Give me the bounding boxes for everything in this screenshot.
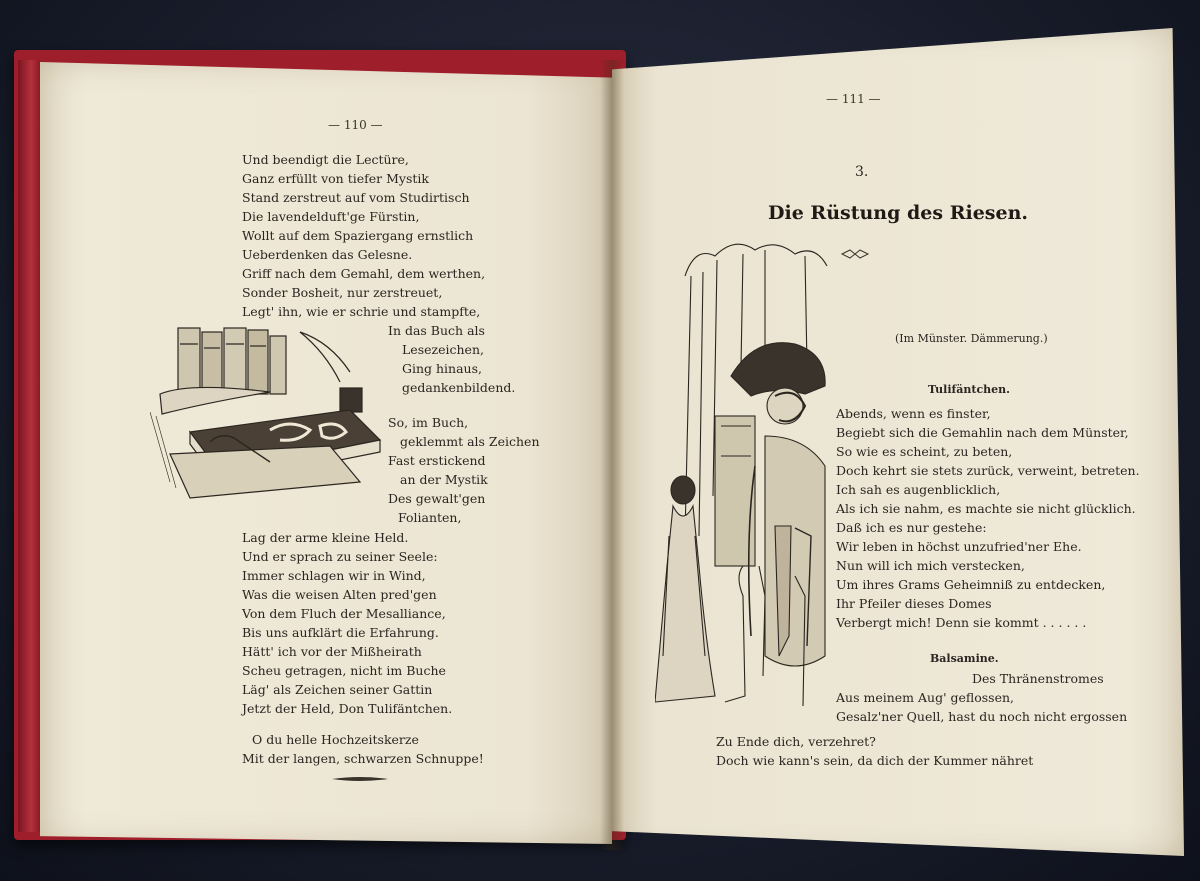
text-line: Des gewalt'gen [388,491,486,506]
text-line: Jetzt der Held, Don Tulifäntchen. [242,701,453,716]
text-line: Daß ich es nur gestehe: [836,520,987,535]
left-page-number: — 110 — [328,118,383,132]
text-line: Fast erstickend [388,453,486,468]
cover-spine-edge [18,60,40,832]
books-illustration [150,322,386,508]
end-ornament [330,775,390,783]
left-text-top [242,150,485,321]
text-line: Ihr Pfeiler dieses Domes [836,596,992,611]
text-line: Was die weisen Alten pred'gen [242,587,437,602]
stage-direction: (Im Münster. Dämmerung.) [895,332,1048,345]
text-line: Ganz erfüllt von tiefer Mystik [242,171,429,186]
text-line: Ich sah es augenblicklich, [836,482,1001,497]
left-text-side-a [386,321,515,397]
text-line: Hätt' ich vor der Mißheirath [242,644,422,659]
text-line: Wollt auf dem Spaziergang ernstlich [242,228,474,243]
text-line: Doch wie kann's sein, da dich der Kummer nähret [716,753,1034,768]
text-line: Sonder Bosheit, nur zerstreuet, [242,285,443,300]
left-text-side-b [388,413,540,527]
speaker-tulifaentchen: Tulifäntchen. [928,383,1010,396]
text-line: Läg' als Zeichen seiner Gattin [242,682,433,697]
chapter-title: Die Rüstung des Riesen. [768,202,1028,224]
speech-balsamine [836,669,1127,726]
book-gutter [600,60,624,850]
left-text-bottom [242,528,452,718]
text-line: Begiebt sich die Gemahlin nach dem Münster, [836,425,1129,440]
text-line: So wie es scheint, zu beten, [836,444,1013,459]
text-line: Wir leben in höchst unzufried'ner Ehe. [836,539,1082,554]
text-line: Verbergt mich! Denn sie kommt . . . . . . [836,615,1087,630]
text-line: Bis uns aufklärt die Erfahrung. [242,625,439,640]
text-line: Griff nach dem Gemahl, dem werthen, [242,266,486,281]
text-line: Immer schlagen wir in Wind, [242,568,426,583]
text-line: Abends, wenn es finster, [836,406,991,421]
text-line: Doch kehrt sie stets zurück, verweint, betreten. [836,463,1140,478]
speech-balsamine-continued [716,732,1033,770]
text-line: geklemmt als Zeichen [400,434,540,449]
text-line: Lesezeichen, [402,342,484,357]
text-line: Nun will ich mich verstecken, [836,558,1025,573]
text-line: Und er sprach zu seiner Seele: [242,549,438,564]
text-line: Mit der langen, schwarzen Schnuppe! [242,751,484,766]
text-line: Stand zerstreut auf vom Studirtisch [242,190,470,205]
text-line: Legt' ihn, wie er schrie und stampfte, [242,304,481,319]
text-line: Ging hinaus, [402,361,482,376]
title-ornament [840,248,870,260]
speaker-balsamine: Balsamine. [930,652,999,665]
text-line: Lag der arme kleine Held. [242,530,409,545]
text-line: Ueberdenken das Gelesne. [242,247,413,262]
text-line: So, im Buch, [388,415,469,430]
right-page-number: — 111 — [826,92,881,106]
text-line: Und beendigt die Lectüre, [242,152,409,167]
text-line: Als ich sie nahm, es machte sie nicht glücklich. [836,501,1136,516]
text-line: gedankenbildend. [402,380,516,395]
text-line: Zu Ende dich, verzehret? [716,734,876,749]
speech-tulifaentchen [836,404,1140,632]
text-line: Aus meinem Aug' geflossen, [836,690,1014,705]
text-line: an der Mystik [400,472,488,487]
text-line: Scheu getragen, nicht im Buche [242,663,446,678]
text-line: Des Thränenstromes [972,671,1104,686]
text-line: Gesalz'ner Quell, hast du noch nicht ergossen [836,709,1128,724]
left-closing [242,730,484,768]
section-number: 3. [855,164,869,180]
text-line: Folianten, [398,510,462,525]
text-line: Von dem Fluch der Mesalliance, [242,606,446,621]
text-line: In das Buch als [388,323,485,338]
armor-illustration [655,236,833,712]
text-line: Um ihres Grams Geheimniß zu entdecken, [836,577,1106,592]
text-line: Die lavendelduft'ge Fürstin, [242,209,420,224]
text-line: O du helle Hochzeitskerze [252,732,419,747]
